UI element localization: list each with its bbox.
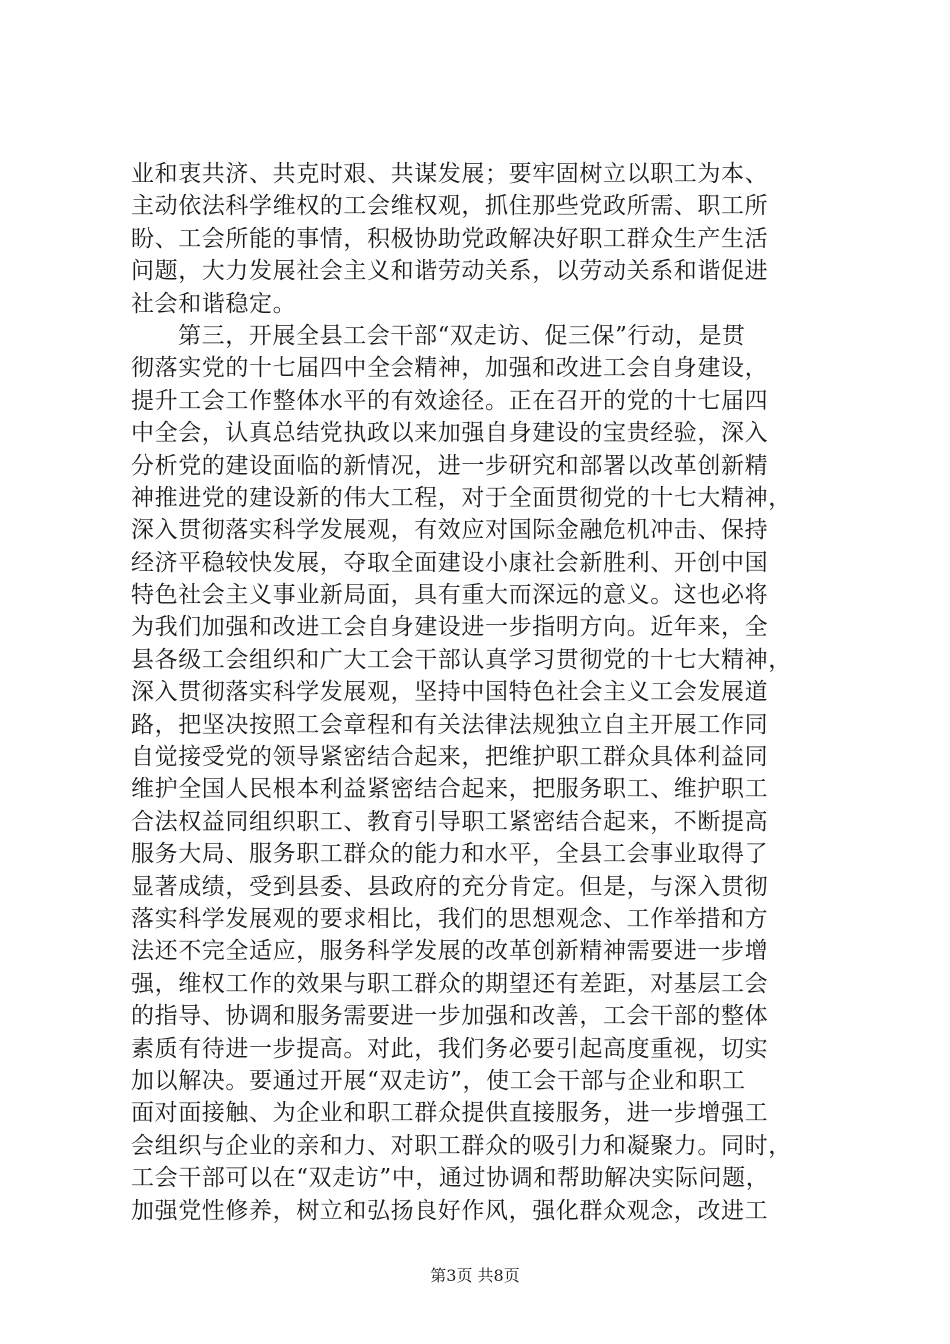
text-line: 神推进党的建设新的伟大工程，对于全面贯彻党的十七大精神， [131,484,792,511]
text-line: 分析党的建设面临的新情况，进一步研究和部署以改革创新精 [131,452,769,479]
text-line: 显著成绩，受到县委、县政府的充分肯定。但是，与深入贯彻 [131,873,769,900]
text-line: 提升工会工作整体水平的有效途径。正在召开的党的十七届四 [131,387,769,414]
page-number-footer: 第3页 共8页 [430,1266,520,1285]
text-line: 特色社会主义事业新局面，具有重大而深远的意义。这也必将 [131,582,769,609]
text-line: 合法权益同组织职工、教育引导职工紧密结合起来，不断提高 [131,808,769,835]
text-line: 自觉接受党的领导紧密结合起来，把维护职工群众具体利益同 [131,744,769,771]
text-line: 的指导、协调和服务需要进一步加强和改善，工会干部的整体 [131,1003,769,1030]
text-line: 落实科学发展观的要求相比，我们的思想观念、工作举措和方 [131,905,769,932]
body-text [131,158,831,1227]
text-line: 服务大局、服务职工群众的能力和水平，全县工会事业取得了 [131,841,769,868]
text-line: 面对面接触、为企业和职工群众提供直接服务，进一步增强工 [131,1100,769,1127]
paragraph-first-line: 第三，开展全县工会干部“双走访、促三保”行动，是贯 [178,322,746,349]
text-line: 工会干部可以在“双走访”中，通过协调和帮助解决实际问题， [131,1165,770,1192]
text-line: 强，维权工作的效果与职工群众的期望还有差距，对基层工会 [131,970,769,997]
text-line: 深入贯彻落实科学发展观，有效应对国际金融危机冲击、保持 [131,517,769,544]
text-line: 为我们加强和改进工会自身建设进一步指明方向。近年来，全 [131,614,769,641]
text-line: 深入贯彻落实科学发展观，坚持中国特色社会主义工会发展道 [131,679,769,706]
text-line: 社会和谐稳定。 [131,290,297,317]
text-line: 加以解决。要通过开展“双走访”，使工会干部与企业和职工 [131,1067,746,1094]
text-line: 路，把坚决按照工会章程和有关法律法规独立自主开展工作同 [131,711,769,738]
text-line: 会组织与企业的亲和力、对职工群众的吸引力和凝聚力。同时， [131,1132,792,1159]
text-line: 盼、工会所能的事情，积极协助党政解决好职工群众生产生活 [131,225,769,252]
text-line: 加强党性修养，树立和弘扬良好作风，强化群众观念，改进工 [131,1197,769,1224]
text-line: 法还不完全适应，服务科学发展的改革创新精神需要进一步增 [131,938,769,965]
text-line: 问题，大力发展社会主义和谐劳动关系，以劳动关系和谐促进 [131,258,769,285]
text-line: 素质有待进一步提高。对此，我们务必要引起高度重视，切实 [131,1035,769,1062]
text-line: 中全会，认真总结党执政以来加强自身建设的宝贵经验，深入 [131,420,769,447]
text-line: 经济平稳较快发展，夺取全面建设小康社会新胜利、开创中国 [131,549,769,576]
text-line: 主动依法科学维权的工会维权观，抓住那些党政所需、职工所 [131,193,769,220]
text-line: 县各级工会组织和广大工会干部认真学习贯彻党的十七大精神， [131,646,792,673]
text-line: 维护全国人民根本利益紧密结合起来，把服务职工、维护职工 [131,776,769,803]
text-line: 彻落实党的十七届四中全会精神，加强和改进工会自身建设， [131,355,769,382]
text-line: 业和衷共济、共克时艰、共谋发展；要牢固树立以职工为本、 [131,161,769,187]
